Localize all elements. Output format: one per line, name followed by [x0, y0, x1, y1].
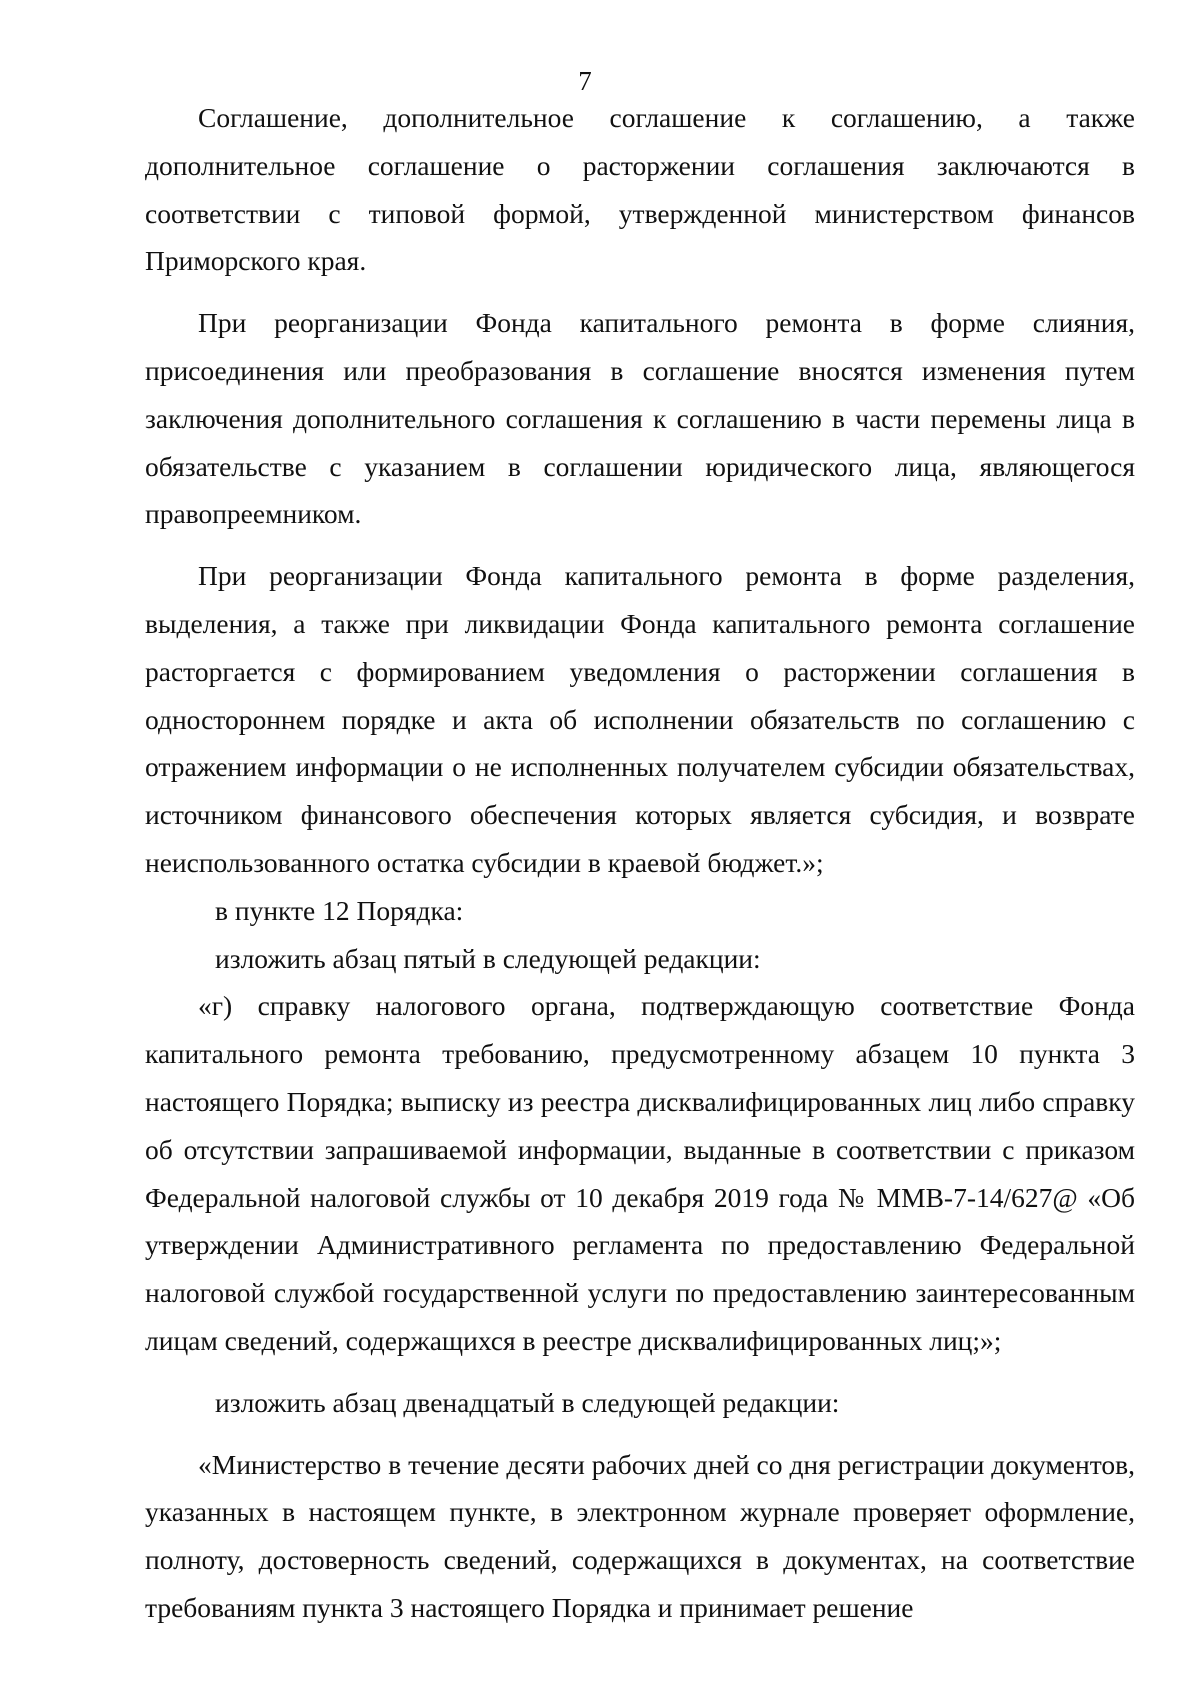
paragraph-tax-certificate: «г) справку налогового органа, подтверждающую соответствие Фонда капитального ремонта требованию, предусмотренному абзацем 10 пункта 3 настоящего Порядка; выписку из реестра дисквалифицированных лиц либо справку об отсутствии запрашиваемой информации, выданные в соответствии с приказом Федеральной налоговой службы от 10 декабря 2019 года № ММВ-7-14/627@ «Об утверждении Административного регламента по предоставлению Федеральной налоговой службой государственной услуги по предоставлению заинтересованным лицам сведений, содержащихся в реестре дисквалифицированных лиц;»;	[145, 990, 1135, 1356]
paragraph-reorganization-division: При реорганизации Фонда капитального ремонта в форме разделения, выделения, а также при ликвидации Фонда капитального ремонта соглашение расторгается с формированием уведомления о расторжении соглашения в одностороннем порядке и акта об исполнении обязательств по соглашению с отражением информации о не исполненных получателем субсидии обязательствах, источником финансового обеспечения которых является субсидия, и возврате неиспользованного остатка субсидии в краевой бюджет.»;	[145, 560, 1135, 878]
paragraph-clause-12: в пункте 12 Порядка:	[215, 894, 464, 926]
document-body	[145, 94, 1135, 1632]
paragraph-ministry-review: «Министерство в течение десяти рабочих дней со дня регистрации документов, указанных в настоящем пункте, в электронном журнале проверяет оформление, полноту, достоверность сведений, содержащихся в документах, на соответствие требованиям пункта 3 настоящего Порядка и принимает решение	[145, 1448, 1135, 1623]
page-number: 7	[578, 66, 592, 96]
paragraph-amend-fifth: изложить абзац пятый в следующей редакции:	[215, 942, 761, 974]
paragraph-agreement-form: Соглашение, дополнительное соглашение к соглашению, а также дополнительное соглашение о расторжении соглашения заключаются в соответствии с типовой формой, утвержденной министерством финансов Приморского края.	[145, 102, 1135, 277]
paragraph-amend-twelfth: изложить абзац двенадцатый в следующей редакции:	[215, 1386, 840, 1418]
paragraph-reorganization-merger: При реорганизации Фонда капитального ремонта в форме слияния, присоединения или преобразования в соглашение вносятся изменения путем заключения дополнительного соглашения к соглашению в части перемены лица в обязательстве с указанием в соглашении юридического лица, являющегося правопреемником.	[145, 307, 1135, 530]
